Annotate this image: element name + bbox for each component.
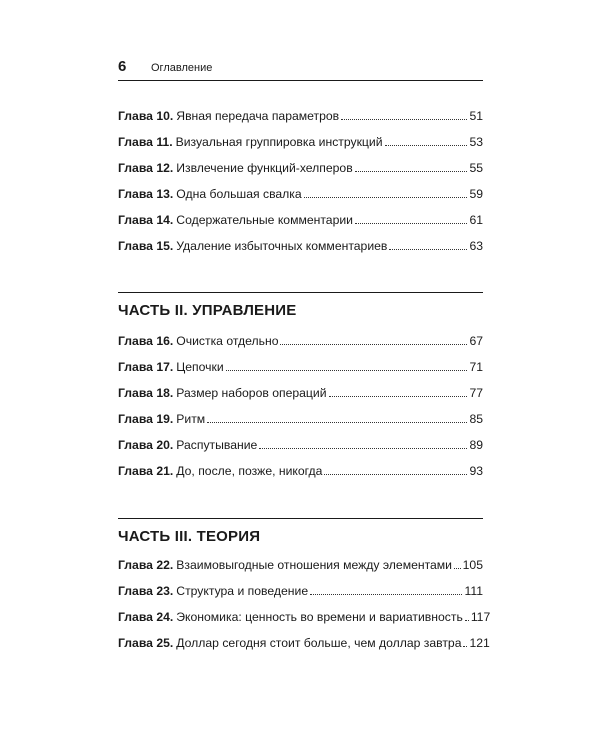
toc-entry[interactable] [118,333,483,349]
chapter-title: Цепочки [176,360,224,374]
toc-entry[interactable] [118,212,483,228]
dot-leader [355,213,467,224]
dot-leader [280,334,467,345]
dot-leader [463,636,467,647]
toc-entry[interactable] [118,583,483,599]
running-head-title: Оглавление [151,62,213,74]
chapter-page: 53 [469,135,483,149]
toc-entry[interactable] [118,359,483,375]
chapter-label: Глава 16. [118,334,174,348]
chapter-title: Экономика: ценность во времени и вариативность [176,610,463,624]
chapter-page: 61 [469,213,483,227]
dot-leader [385,135,468,146]
dot-leader [454,558,461,569]
part2-rule [118,292,483,293]
toc-entry[interactable] [118,134,483,150]
dot-leader [329,386,468,397]
chapter-page: 67 [469,334,483,348]
toc-entry[interactable] [118,557,483,573]
part3-rule [118,518,483,519]
dot-leader [259,438,467,449]
chapter-label: Глава 23. [118,584,174,598]
chapter-label: Глава 21. [118,464,174,478]
toc-entry[interactable] [118,238,483,254]
toc-entry[interactable] [118,160,483,176]
toc-entry[interactable] [118,186,483,202]
toc-entry[interactable] [118,108,483,124]
running-head [118,58,483,80]
chapter-title: До, после, позже, никогда [176,464,323,478]
chapter-title: Размер наборов операций [176,386,327,400]
chapter-page: 77 [469,386,483,400]
chapter-page: 111 [464,584,483,598]
chapter-page: 63 [469,239,483,253]
dot-leader [324,464,467,475]
chapter-page: 51 [469,109,483,123]
dot-leader [207,412,467,423]
chapter-label: Глава 17. [118,360,174,374]
chapter-label: Глава 22. [118,558,174,572]
page-number: 6 [118,58,127,75]
chapter-title: Извлечение функций-хелперов [176,161,353,175]
toc-entry[interactable] [118,635,490,651]
dot-leader [465,610,469,621]
chapter-title: Ритм [176,412,206,426]
chapter-title: Удаление избыточных комментариев [176,239,388,253]
part2-heading: ЧАСТЬ II. УПРАВЛЕНИЕ [118,302,297,319]
chapter-label: Глава 20. [118,438,174,452]
toc-entry[interactable] [118,411,483,427]
toc-entry[interactable] [118,437,483,453]
chapter-page: 85 [469,412,483,426]
chapter-label: Глава 13. [118,187,174,201]
dot-leader [304,187,468,198]
chapter-title: Одна большая свалка [176,187,302,201]
dot-leader [341,109,467,120]
chapter-title: Содержательные комментарии [176,213,353,227]
chapter-label: Глава 19. [118,412,174,426]
chapter-label: Глава 12. [118,161,174,175]
dot-leader [310,584,462,595]
chapter-label: Глава 11. [118,135,173,149]
dot-leader [355,161,468,172]
chapter-page: 55 [469,161,483,175]
dot-leader [226,360,468,371]
chapter-page: 121 [469,636,490,650]
chapter-label: Глава 18. [118,386,174,400]
part3-heading: ЧАСТЬ III. ТЕОРИЯ [118,528,261,545]
chapter-title: Явная передача параметров [176,109,340,123]
chapter-title: Визуальная группировка инструкций [175,135,383,149]
chapter-page: 89 [469,438,483,452]
toc-entry[interactable] [118,385,483,401]
toc-entry[interactable] [118,463,483,479]
chapter-title: Взаимовыгодные отношения между элементами [176,558,452,572]
chapter-page: 105 [462,558,483,572]
chapter-title: Очистка отдельно [176,334,279,348]
chapter-page: 59 [469,187,483,201]
chapter-label: Глава 10. [118,109,174,123]
chapter-page: 71 [469,360,483,374]
chapter-label: Глава 14. [118,213,174,227]
header-rule [118,80,483,81]
toc-entry[interactable] [118,609,491,625]
chapter-title: Структура и поведение [176,584,309,598]
chapter-page: 117 [470,610,491,624]
chapter-title: Распутывание [176,438,258,452]
chapter-page: 93 [469,464,483,478]
dot-leader [389,239,467,250]
chapter-title: Доллар сегодня стоит больше, чем доллар завтра [176,636,462,650]
chapter-label: Глава 24. [118,610,174,624]
chapter-label: Глава 15. [118,239,174,253]
chapter-label: Глава 25. [118,636,174,650]
